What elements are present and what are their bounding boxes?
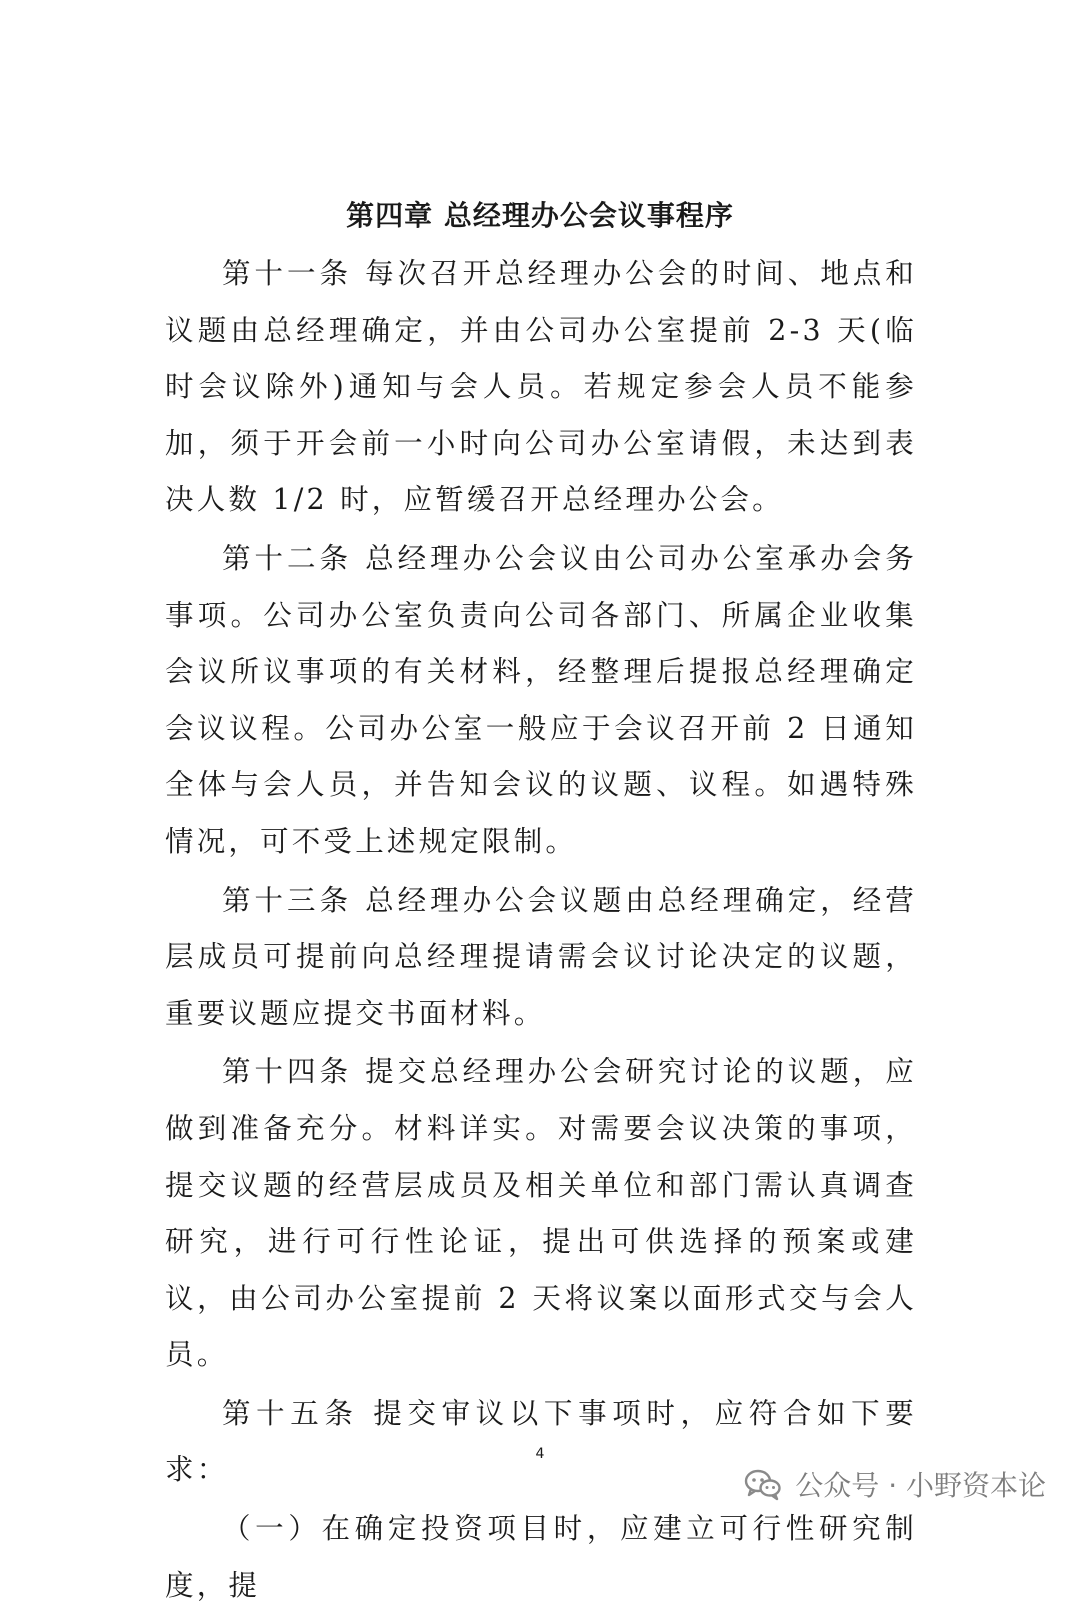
article-13-paragraph: 第十三条 总经理办公会议题由总经理确定，经营层成员可提前向总经理提请需会议讨论决定的议题，重要议题应提交书面材料。 <box>165 883 917 1030</box>
chapter-title: 第四章 总经理办公会议事程序 <box>346 199 734 232</box>
article-15-paragraph: 第十五条 提交审议以下事项时，应符合如下要求： <box>165 1396 917 1487</box>
article-12-paragraph: 第十二条 总经理办公会议由公司办公室承办会务事项。公司办公室负责向公司各部门、所属企业收集会议所议事项的有关材料，经整理后提报总经理确定会议议程。公司办公室一般应于会议召开前 2 日通知全体与会人员，并告知会议的议题、议程。如遇特殊情况，可不受上述规定限制。 <box>165 541 917 858</box>
page-number: 4 <box>535 1446 545 1462</box>
article-11-paragraph: 第十一条 每次召开总经理办公会的时间、地点和议题由总经理确定，并由公司办公室提前 2-3 天(临时会议除外)通知与会人员。若规定参会人员不能参加，须于开会前一小时向公司办公室请假，未达到表决人数 1/2 时，应暂缓召开总经理办公会。 <box>165 257 917 517</box>
article-14-paragraph: 第十四条 提交总经理办公会研究讨论的议题，应做到准备充分。材料详实。对需要会议决策的事项，提交议题的经营层成员及相关单位和部门需认真调查研究，进行可行性论证，提出可供选择的预案或建议，由公司办公室提前 2 天将议案以面形式交与会人员。 <box>165 1055 917 1372</box>
wechat-icon <box>743 1467 783 1501</box>
account-watermark <box>743 1462 1046 1506</box>
article-15-item-1-paragraph: （一）在确定投资项目时，应建立可行性研究制度，提 <box>165 1512 917 1602</box>
watermark-text: 公众号 · 小野资本论 <box>795 1469 1046 1502</box>
document-body <box>165 246 917 1616</box>
